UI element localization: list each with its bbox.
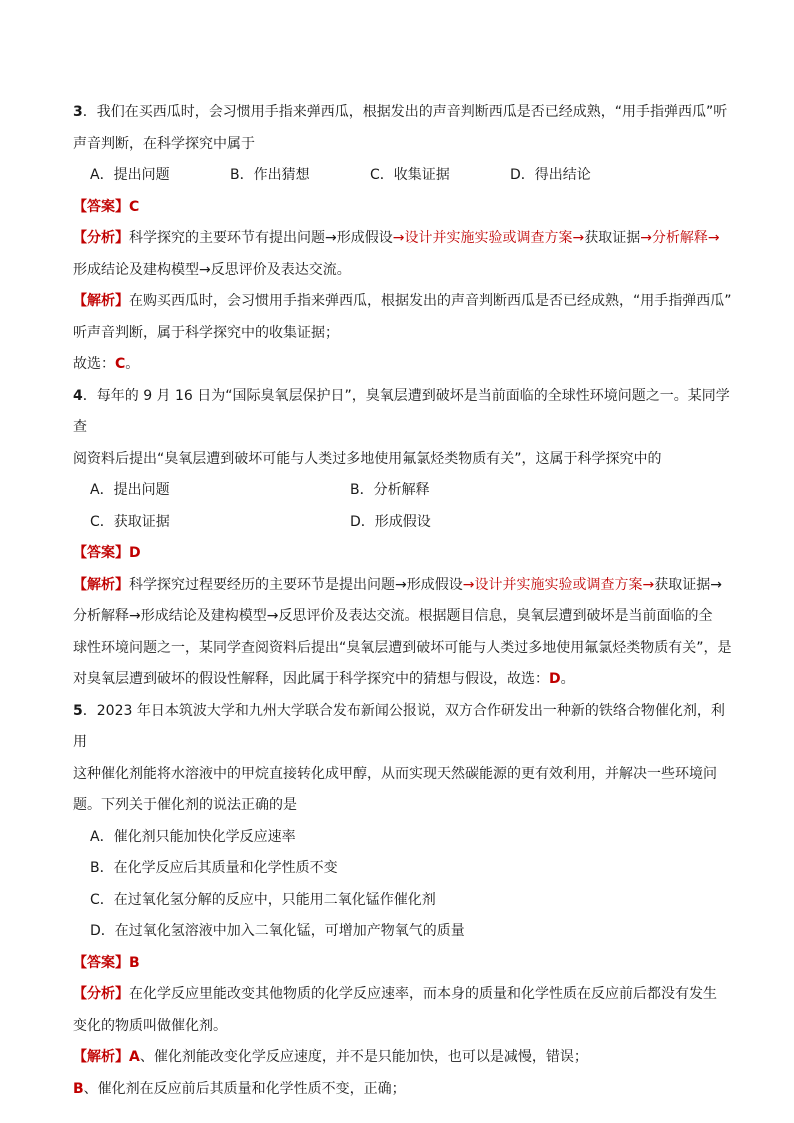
q3-analysis-text-1a: 科学探究的主要环节有提出问题→形成假设 — [129, 230, 393, 246]
q5-explain-line-2 — [73, 1074, 733, 1106]
q4-options-row-1 — [73, 475, 733, 507]
q5-explain-text-2: 、催化剂在反应前后其质量和化学性质不变，正确； — [83, 1080, 406, 1097]
q3-number: 3 — [73, 104, 83, 120]
q4-explain-line-2: 分析解释→形成结论及建构模型→反思评价及表达交流。根据题目信息，臭氧层遭到破坏是当前面临的全 — [73, 608, 713, 624]
q5-option-d: D．在过氧化氢溶液中加入二氧化锰，可增加产物氧气的质量 — [90, 923, 465, 939]
q5-answer-value: B — [129, 954, 140, 971]
q4-explain-line-3: 球性环境问题之一，某同学查阅资料后提出“臭氧层遭到破坏可能与人类过多地使用氟氯烃类物质有关”，是 — [73, 639, 732, 656]
q3-answer-value: C — [129, 198, 140, 215]
q5-option-a: A．催化剂只能加快化学反应速率 — [90, 828, 296, 845]
q4-explain-line-1 — [73, 570, 733, 602]
q4-options-row-2 — [73, 507, 733, 539]
q4-option-b: B．分析解释 — [350, 482, 430, 498]
q3-answer-tag: 【答案】 — [73, 198, 129, 215]
q4-explain-text-1a: 科学探究过程要经历的主要环节是提出问题→形成假设 — [129, 576, 463, 593]
q5-analysis-line-2: 变化的物质叫做催化剂。 — [73, 1017, 227, 1034]
q3-analysis-tag: 【分析】 — [73, 230, 129, 246]
q3-answer — [73, 192, 733, 224]
q5-options — [73, 822, 733, 948]
q5-explain-option-b: B — [73, 1080, 84, 1097]
q3-option-c: C．收集证据 — [370, 167, 450, 183]
q5-stem-line-3: 题。下列关于催化剂的说法正确的是 — [73, 797, 297, 813]
q3-explain-tag: 【解析】 — [73, 293, 129, 309]
q4-option-d: D．形成假设 — [350, 513, 431, 530]
q3-stem-line-2: 声音判断，在科学探究中属于 — [73, 135, 255, 152]
q5-stem-text-1: ．2023 年日本筑波大学和九州大学联合发布新闻公报说，双方合作研发出一种新的铁络合物催化剂，利用 — [73, 702, 725, 750]
q4-stem-line-2: 阅资料后提出“臭氧层遭到破坏可能与人类过多地使用氟氯烃类物质有关”，这属于科学探究中的 — [73, 450, 662, 467]
q3-option-d: D．得出结论 — [510, 167, 591, 183]
q3-explain-line-2: 听声音判断，属于科学探究中的收集证据； — [73, 324, 339, 341]
q3-choose — [73, 349, 733, 381]
q5-analysis-text-1: 在化学反应里能改变其他物质的化学反应速率，而本身的质量和化学性质在反应前后都没有发生 — [129, 986, 717, 1002]
q3-choose-label: 故选： — [73, 356, 115, 372]
q4-explain-text-1b: →设计并实施实验或调查方案→ — [462, 576, 655, 593]
q5-explain-line-1 — [73, 1042, 733, 1074]
q5-explain-option-a: A — [129, 1049, 140, 1065]
q3-explain-text-1: 在购买西瓜时，会习惯用手指来弹西瓜，根据发出的声音判断西瓜是否已经成熟，“用手指弹西瓜” — [129, 293, 732, 309]
q4-explain-text-1c: 获取证据→ — [654, 576, 722, 593]
q5-number: 5 — [73, 702, 83, 719]
q3-option-a: A．提出问题 — [90, 167, 170, 183]
q4-stem-line-1 — [73, 381, 733, 444]
q4-option-a: A．提出问题 — [90, 482, 170, 498]
q5-answer — [73, 948, 733, 980]
q3-option-b: B．作出猜想 — [230, 167, 310, 183]
q3-analysis-text-1c: 获取证据 — [584, 230, 641, 246]
q5-analysis-tag: 【分析】 — [73, 986, 129, 1002]
q4-explain-line-4 — [73, 664, 733, 696]
q3-analysis-line-2: 形成结论及建构模型→反思评价及表达交流。 — [73, 261, 351, 278]
q4-number: 4 — [73, 387, 83, 404]
q4-answer — [73, 538, 733, 570]
q4-answer-tag: 【答案】 — [73, 545, 129, 561]
q4-explain-end: 。 — [560, 671, 575, 687]
q5-stem-line-2: 这种催化剂能将水溶液中的甲烷直接转化成甲醇，从而实现天然碳能源的更有效利用，并解决一些环境问 — [73, 765, 717, 782]
q5-explain-text-1: 、催化剂能改变化学反应速度，并不是只能加快，也可以是减慢，错误； — [139, 1049, 588, 1065]
q3-analysis-text-1d: →分析解释→ — [640, 230, 720, 246]
q3-choose-end: 。 — [125, 356, 140, 372]
q3-stem-text-1: ．我们在买西瓜时，会习惯用手指来弹西瓜，根据发出的声音判断西瓜是否已经成熟，“用手指弹西瓜”听 — [82, 104, 728, 120]
q3-choose-answer: C — [115, 356, 126, 372]
document-content — [73, 97, 733, 1105]
q4-option-c: C．获取证据 — [90, 513, 170, 530]
q3-stem-line-1 — [73, 97, 733, 129]
q4-stem-text-1: ．每年的 9 月 16 日为“国际臭氧层保护日”，臭氧层遭到破坏是当前面临的全球性环境问题之一。某同学查 — [73, 387, 730, 435]
q3-options — [73, 160, 733, 192]
q5-option-c: C．在过氧化氢分解的反应中，只能用二氧化锰作催化剂 — [90, 891, 436, 908]
q4-explain-tag: 【解析】 — [73, 576, 129, 593]
q4-explain-text-4a: 对臭氧层遭到破坏的假设性解释，因此属于科学探究中的猜想与假设，故选： — [73, 671, 549, 687]
q5-option-b: B．在化学反应后其质量和化学性质不变 — [90, 860, 338, 876]
q5-answer-tag: 【答案】 — [73, 954, 129, 971]
q4-answer-value: D — [129, 545, 141, 561]
q5-stem-line-1 — [73, 696, 733, 759]
q5-analysis-line-1 — [73, 979, 733, 1011]
q3-analysis-line-1 — [73, 223, 733, 255]
q3-analysis-text-1b: →设计并实施实验或调查方案→ — [392, 230, 585, 246]
q4-explain-answer: D — [549, 671, 561, 687]
q3-explain-line-1 — [73, 286, 733, 318]
q5-explain-tag: 【解析】 — [73, 1049, 129, 1065]
